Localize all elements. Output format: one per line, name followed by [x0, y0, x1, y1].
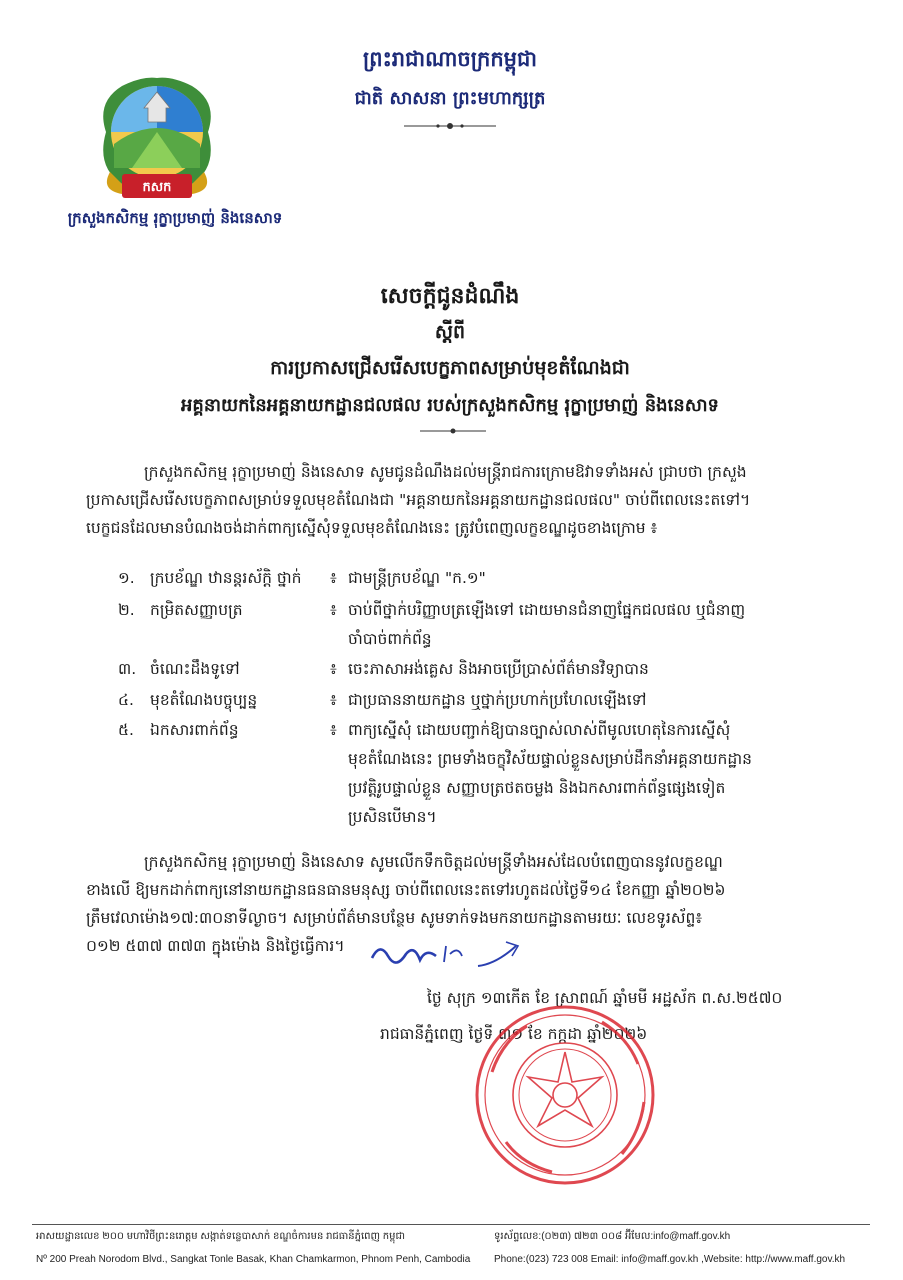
- requirement-item: [86, 596, 826, 654]
- colon: ៖: [330, 660, 337, 678]
- requirement-number: ៣.: [118, 660, 137, 678]
- footer-divider: [32, 1224, 870, 1225]
- subject-line-2: អគ្គនាយកនៃអគ្គនាយកដ្ឋានជលផល របស់ក្រសួងកសិកម្ម រុក្ខាប្រមាញ់ និងនេសាទ: [181, 395, 719, 416]
- footer-contact-english: Phone:(023) 723 008 Email: info@maff.gov.kh ,Website: http://www.maff.gov.kh: [494, 1254, 846, 1265]
- official-seal-icon: [472, 1002, 658, 1188]
- requirement-value: [348, 655, 838, 684]
- subject-label: ស្តីពី: [434, 321, 466, 343]
- closing-line: ត្រឹមវេលាម៉ោង១៧:៣០នាទីល្ងាច។ សម្រាប់ព័ត៌មានបន្ថែម សូមទាក់ទងមកនាយកដ្ឋានតាមរយៈ លេខទូរស័ព្ទ៖: [86, 909, 703, 927]
- requirement-value-line: មុខតំណែងនេះ ព្រមទាំងចក្ខុវិស័យផ្ទាល់ខ្លួនសម្រាប់ដឹកនាំអគ្គនាយកដ្ឋាន: [348, 750, 752, 768]
- kingdom-heading: ព្រះរាជាណាចក្រកម្ពុជា: [362, 47, 537, 71]
- footer-address-khmer: អាសយដ្ឋានលេខ ២០០ មហាវិថីព្រះនរោត្តម សង្កាត់ទន្លេបាសាក់ ខណ្ឌចំការមន រាជធានីភ្នំពេញ កម្ពុជា: [36, 1231, 406, 1242]
- intro-paragraph: [86, 458, 826, 542]
- requirement-value-line: ប្រសិនបើមាន។: [348, 808, 437, 826]
- requirement-value-line: ចាំបាច់ពាក់ព័ន្ធ: [348, 630, 432, 648]
- requirement-label: មុខតំណែងបច្ចុប្បន្ន: [150, 691, 258, 709]
- requirement-number: ១.: [118, 569, 135, 587]
- ornament-divider-icon: [418, 426, 488, 436]
- requirement-item: [86, 564, 826, 593]
- requirement-value-line: ប្រវត្តិរូបផ្ទាល់ខ្លួន សញ្ញាបត្រថតចម្លង និងឯកសារពាក់ព័ន្ធផ្សេងទៀត: [348, 779, 726, 797]
- subject-line-1: ការប្រកាសជ្រើសរើសបេក្ខភាពសម្រាប់មុខតំណែងជា: [270, 357, 630, 379]
- requirement-value: [348, 686, 838, 715]
- requirement-label: ក្របខ័ណ្ឌ ឋានន្តរស័ក្តិ ថ្នាក់: [150, 569, 302, 587]
- requirement-value-line: ពាក្យស្នើសុំ ដោយបញ្ជាក់ឱ្យបានច្បាស់លាស់ពីមូលហេតុនៃការស្នើសុំ: [348, 721, 731, 739]
- requirement-number: ៥.: [118, 721, 134, 739]
- footer-contact-khmer: ទូរស័ព្ទលេខ:(០២៣) ៧២៣ ០០៨ អ៊ីមែល:info@maff.gov.kh: [494, 1231, 731, 1242]
- ornament-divider-icon: [400, 120, 500, 132]
- requirement-item: [86, 716, 826, 836]
- requirement-value-line: ជាប្រធាននាយកដ្ឋាន ឬថ្នាក់ប្រហាក់ប្រហែលឡើងទៅ: [348, 691, 647, 709]
- requirement-label: ឯកសារពាក់ព័ន្ធ: [150, 721, 239, 739]
- requirement-value-line: ជាមន្ត្រីក្របខ័ណ្ឌ "ក.១": [348, 569, 486, 587]
- ministry-logo: [92, 72, 222, 207]
- requirement-item: [86, 686, 826, 715]
- closing-line: ខាងលើ ឱ្យមកដាក់ពាក្យនៅនាយកដ្ឋានធនធានមនុស្ស ចាប់ពីពេលនេះតទៅរហូតដល់ថ្ងៃទី១៤ ខែកញ្ញា ឆ្នាំ២០២៦: [86, 881, 726, 899]
- requirement-number: ៤.: [118, 691, 134, 709]
- requirement-label: ចំណេះដឹងទូទៅ: [150, 660, 240, 678]
- intro-line: ប្រកាសជ្រើសរើសបេក្ខភាពសម្រាប់ទទួលមុខតំណែងជា "អគ្គនាយកនៃអគ្គនាយកដ្ឋានជលផល" ចាប់ពីពេលនេះតទៅ។: [86, 491, 751, 509]
- intro-line: ក្រសួងកសិកម្ម រុក្ខាប្រមាញ់ និងនេសាទ សូមជូនដំណឹងដល់មន្ត្រីរាជការក្រោមឱវាទទាំងអស់ ជ្រាបថា ក្រសួង: [144, 463, 747, 481]
- requirement-value: [348, 716, 838, 832]
- national-motto: ជាតិ សាសនា ព្រះមហាក្សត្រ: [354, 88, 546, 109]
- lunar-date: ថ្ងៃ សុក្រ ១៣កើត ខែ ស្រាពណ៍ ឆ្នាំមមី អដ្ឋស័ក ព.ស.២៥៧០: [427, 989, 783, 1007]
- colon: ៖: [330, 721, 337, 739]
- colon: ៖: [330, 569, 337, 587]
- requirement-value-line: ចាប់ពីថ្នាក់បរិញ្ញាបត្រឡើងទៅ ដោយមានជំនាញផ្នែកជលផល ឬជំនាញ: [348, 601, 746, 619]
- document-title: សេចក្តីជូនដំណឹង: [380, 284, 520, 309]
- colon: ៖: [330, 691, 337, 709]
- intro-line: បេក្ខជនដែលមានបំណងចង់ដាក់ពាក្យស្នើសុំទទួលមុខតំណែងនេះ ត្រូវបំពេញលក្ខខណ្ឌដូចខាងក្រោម ៖: [86, 519, 658, 537]
- requirement-number: ២.: [118, 601, 135, 619]
- requirement-item: [86, 655, 826, 684]
- logo-text: កសក: [142, 180, 172, 195]
- requirement-value-line: ចេះភាសាអង់គ្លេស និងអាចប្រើប្រាស់ព័ត៌មានវិទ្យាបាន: [348, 660, 649, 678]
- footer-address-english: Nº 200 Preah Norodom Blvd., Sangkat Tonle Basak, Khan Chamkarmon, Phnom Penh, Cambodia: [36, 1254, 471, 1265]
- closing-line: ក្រសួងកសិកម្ម រុក្ខាប្រមាញ់ និងនេសាទ សូមលើកទឹកចិត្តដល់មន្ត្រីទាំងអស់ដែលបំពេញបាននូវលក្ខខណ្ឌ: [144, 853, 723, 871]
- requirement-value: [348, 596, 838, 654]
- closing-line: ០១២ ៥៣៧ ៣៧៣ ក្នុងម៉ោង និងថ្ងៃធ្វើការ។: [86, 937, 345, 955]
- requirement-label: កម្រិតសញ្ញាបត្រ: [150, 601, 243, 619]
- handwritten-note-icon: [366, 936, 536, 970]
- requirement-value: [348, 564, 838, 593]
- colon: ៖: [330, 601, 337, 619]
- solar-date: រាជធានីភ្នំពេញ ថ្ងៃទី ៣១ ខែ កក្កដា ឆ្នាំ២០២៦: [380, 1025, 648, 1043]
- ministry-name: ក្រសួងកសិកម្ម រុក្ខាប្រមាញ់ និងនេសាទ: [67, 209, 283, 227]
